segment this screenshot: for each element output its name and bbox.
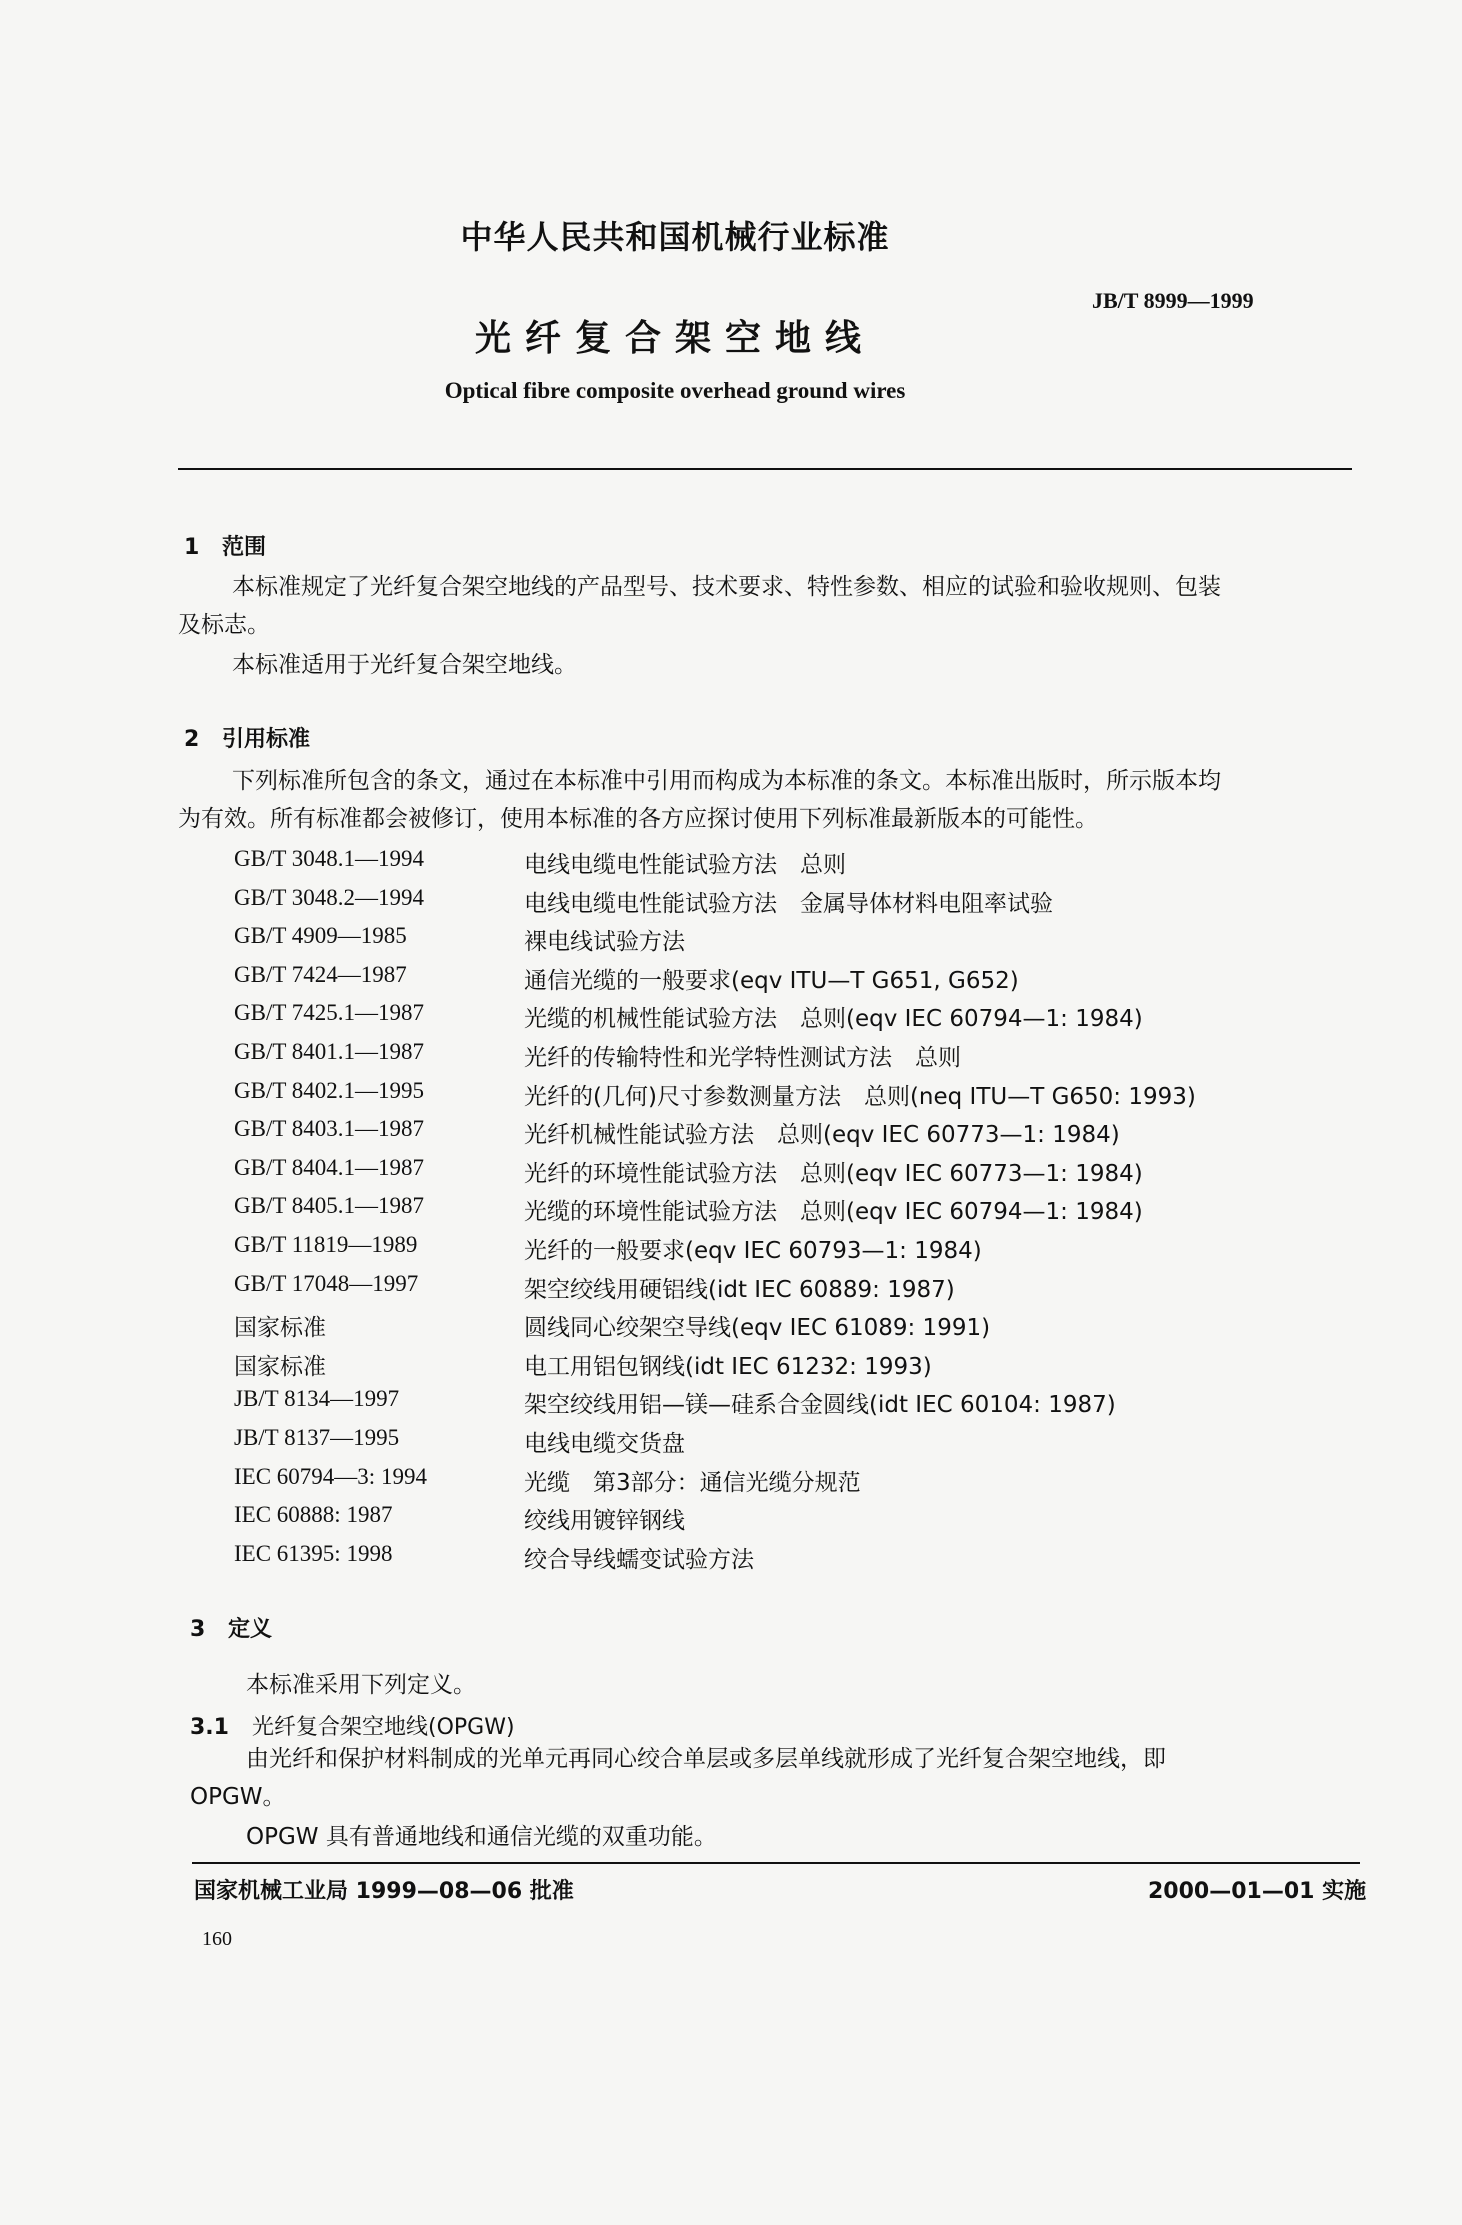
reference-item xyxy=(234,1344,1334,1383)
reference-item xyxy=(234,1074,1334,1113)
reference-code: GB/T 3048.2—1994 xyxy=(234,884,424,910)
definition-line-1: 由光纤和保护材料制成的光单元再同心绞合单层或多层单线就形成了光纤复合架空地线，即 xyxy=(246,1746,1166,1772)
document-title-cn: 光纤复合架空地线 xyxy=(474,318,875,359)
section-title: 范围 xyxy=(222,535,267,560)
section-2-intro-line-1: 下列标准所包含的条文，通过在本标准中引用而构成为本标准的条文。本标准出版时，所示版本均 xyxy=(232,768,1221,794)
reference-item xyxy=(234,1421,1334,1460)
reference-title: 光纤的(几何)尺寸参数测量方法 总则(neq ITU—T G650: 1993) xyxy=(524,1083,1196,1110)
reference-title: 光纤机械性能试验方法 总则(eqv IEC 60773—1: 1984) xyxy=(524,1122,1120,1149)
reference-title: 电线电缆电性能试验方法 总则 xyxy=(524,852,846,878)
reference-code: IEC 60888: 1987 xyxy=(234,1502,393,1528)
reference-code: GB/T 8405.1—1987 xyxy=(234,1193,424,1219)
subsection-title: 光纤复合架空地线(OPGW) xyxy=(252,1715,515,1740)
reference-code: GB/T 4909—1985 xyxy=(234,923,407,949)
reference-title: 光缆 第3部分：通信光缆分规范 xyxy=(524,1469,861,1496)
reference-title: 电线电缆电性能试验方法 金属导体材料电阻率试验 xyxy=(524,890,1053,917)
reference-title: 光纤的一般要求(eqv IEC 60793—1: 1984) xyxy=(524,1237,982,1264)
reference-title: 光缆的环境性能试验方法 总则(eqv IEC 60794—1: 1984) xyxy=(524,1199,1143,1226)
reference-code: GB/T 8402.1—1995 xyxy=(234,1077,424,1103)
reference-item xyxy=(234,1112,1334,1151)
subsection-3-1-heading xyxy=(190,1710,515,1741)
reference-title: 光纤的环境性能试验方法 总则(eqv IEC 60773—1: 1984) xyxy=(524,1160,1143,1187)
reference-item xyxy=(234,1305,1334,1344)
reference-item xyxy=(234,881,1334,920)
section-1-para-1-line-2: 及标志。 xyxy=(178,612,270,638)
section-3-intro: 本标准采用下列定义。 xyxy=(246,1672,476,1698)
footer-divider xyxy=(192,1862,1360,1864)
reference-item xyxy=(234,1151,1334,1190)
reference-code: GB/T 3048.1—1994 xyxy=(234,846,424,871)
reference-title: 圆线同心绞架空导线(eqv IEC 61089: 1991) xyxy=(524,1315,991,1342)
section-1-heading xyxy=(184,530,266,561)
reference-code: 国家标准 xyxy=(234,1315,326,1341)
reference-title: 通信光缆的一般要求(eqv ITU—T G651, G652) xyxy=(524,967,1019,994)
reference-title: 绞线用镀锌钢线 xyxy=(524,1508,685,1535)
section-2-intro-line-2: 为有效。所有标准都会被修订，使用本标准的各方应探讨使用下列标准最新版本的可能性。 xyxy=(178,806,1098,832)
reference-code: GB/T 11819—1989 xyxy=(234,1231,418,1257)
section-2-heading xyxy=(184,722,310,753)
reference-title: 架空绞线用铝—镁—硅系合金圆线(idt IEC 60104: 1987) xyxy=(524,1392,1116,1419)
reference-title: 裸电线试验方法 xyxy=(524,929,685,956)
standard-org-title: 中华人民共和国机械行业标准 xyxy=(460,218,890,256)
reference-code: GB/T 17048—1997 xyxy=(234,1270,419,1296)
reference-code: JB/T 8134—1997 xyxy=(234,1386,400,1412)
document-title-en: Optical fibre composite overhead ground wires xyxy=(444,378,906,403)
reference-title: 电工用铝包钢线(idt IEC 61232: 1993) xyxy=(524,1353,932,1380)
reference-title: 光纤的传输特性和光学特性测试方法 总则 xyxy=(524,1044,961,1071)
reference-title: 电线电缆交货盘 xyxy=(524,1430,685,1457)
reference-title: 架空绞线用硬铝线(idt IEC 60889: 1987) xyxy=(524,1276,955,1303)
reference-code: GB/T 8403.1—1987 xyxy=(234,1116,424,1142)
reference-code: IEC 60794—3: 1994 xyxy=(234,1463,427,1489)
reference-code: GB/T 7425.1—1987 xyxy=(234,1000,424,1026)
reference-item xyxy=(234,1537,1334,1576)
section-title: 引用标准 xyxy=(222,727,311,752)
section-title: 定义 xyxy=(228,1617,273,1642)
section-number: 3 xyxy=(190,1617,206,1642)
reference-item xyxy=(234,958,1334,997)
reference-item xyxy=(234,1382,1334,1421)
reference-item xyxy=(234,1035,1334,1074)
standard-code: JB/T 8999—1999 xyxy=(1092,288,1254,313)
effective-date: 2000—01—01 实施 xyxy=(1148,1879,1367,1904)
reference-code: IEC 61395: 1998 xyxy=(234,1540,393,1566)
section-number: 2 xyxy=(184,727,200,752)
reference-item xyxy=(234,842,1334,881)
reference-item xyxy=(234,1267,1334,1306)
reference-item xyxy=(234,1498,1334,1537)
page-number: 160 xyxy=(202,1928,232,1950)
definition-para-2: OPGW 具有普通地线和通信光缆的双重功能。 xyxy=(246,1824,717,1850)
reference-title: 绞合导线蠕变试验方法 xyxy=(524,1546,754,1573)
reference-code: GB/T 8401.1—1987 xyxy=(234,1038,424,1064)
section-1-para-2: 本标准适用于光纤复合架空地线。 xyxy=(232,652,577,678)
section-1-para-1-line-1: 本标准规定了光纤复合架空地线的产品型号、技术要求、特性参数、相应的试验和验收规则、包装 xyxy=(232,574,1221,600)
reference-title: 光缆的机械性能试验方法 总则(eqv IEC 60794—1: 1984) xyxy=(524,1006,1143,1033)
reference-item xyxy=(234,996,1334,1035)
section-number: 1 xyxy=(184,535,200,560)
header-divider xyxy=(178,468,1352,470)
reference-code: GB/T 7424—1987 xyxy=(234,961,407,987)
subsection-number: 3.1 xyxy=(190,1715,229,1740)
referenced-standards-list xyxy=(234,842,1334,1575)
reference-item xyxy=(234,919,1334,958)
definition-line-2: OPGW。 xyxy=(190,1784,286,1810)
reference-code: JB/T 8137—1995 xyxy=(234,1424,400,1450)
reference-code: 国家标准 xyxy=(234,1353,326,1379)
approval-line: 国家机械工业局 1999—08—06 批准 xyxy=(194,1879,574,1904)
reference-code: GB/T 8404.1—1987 xyxy=(234,1154,424,1180)
reference-item xyxy=(234,1189,1334,1228)
reference-item xyxy=(234,1460,1334,1499)
reference-item xyxy=(234,1228,1334,1267)
section-3-heading xyxy=(190,1612,272,1643)
